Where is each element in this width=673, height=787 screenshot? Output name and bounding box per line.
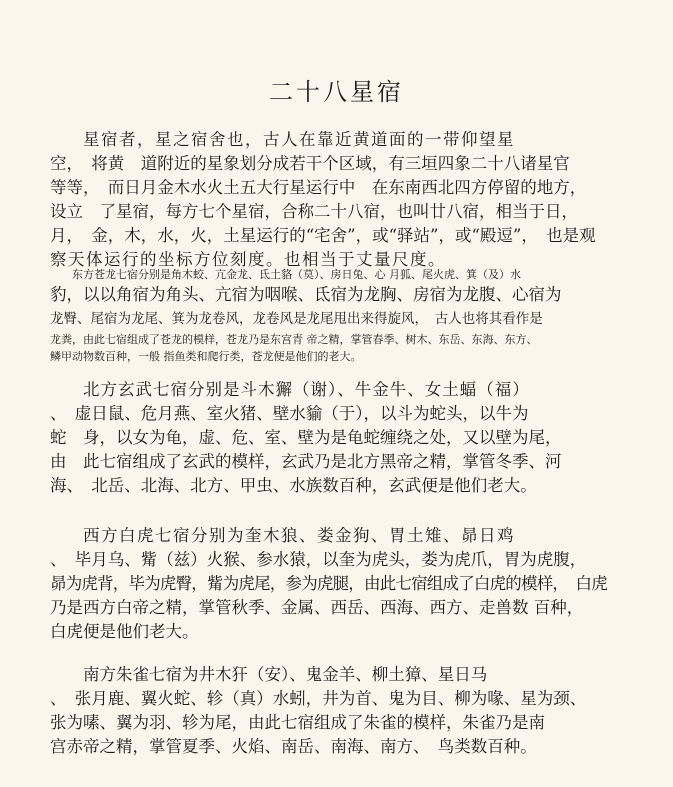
text-line: 白虎便是他们老大。 — [50, 622, 199, 641]
text-line: 乃是西方白帝之精，掌管秋季、金属、西岳、西海、西方、走兽数 百种， — [50, 598, 584, 617]
text-line: 龙臀、尾宿为龙尾、箕为龙卷风，龙卷风是龙尾甩出来得旋风， 古人也将其看作是 — [50, 311, 543, 327]
text-line: 蛇 身，以女为龟，虚、危、室、壁为是龟蛇缠绕之处，又以壁为尾， — [50, 428, 562, 447]
text-line: 海、 北岳、北海、北方、甲虫、水族数百种，玄武便是他们老大。 — [50, 476, 537, 495]
text-line: 东方苍龙七宿分别是角木蛟、亢金龙、氐土貉（莫）、房日兔、心 月狐、尾火虎、箕（及）水 — [72, 268, 521, 281]
text-line: 鳞甲动物数百种，一般 指鱼类和爬行类，苍龙便是他们的老大。 — [50, 350, 362, 363]
text-line: 龙粪，由此七宿组成了苍龙的模样，苍龙乃是东宫青 帝之精，掌管春季、树木、东岳、东海、东方、 — [50, 333, 538, 346]
page-title: 二十八星宿 — [269, 78, 404, 106]
text-line: 、 毕月乌、觜（兹）火猴、参水猿，以奎为虎头，娄为虎爪，胃为虎腹， — [50, 550, 587, 569]
text-line: 西方白虎七宿分别为奎木狼、娄金狗、胃土雉、昴日鸡 — [83, 526, 515, 545]
text-line: 南方朱雀七宿为井木犴（安）、鬼金羊、柳土獐、星日马 — [83, 665, 488, 684]
text-line: 设立 了星宿，每方七个星宿，合称二十八宿，也叫廿八宿，相当于日， — [50, 202, 578, 221]
text-line: 昴为虎背，毕为虎臀，觜为虎尾，参为虎腿，由此七宿组成了白虎的模样， 白虎 — [50, 574, 607, 593]
intro-paragraph — [50, 128, 650, 272]
east-paragraph — [50, 266, 650, 365]
text-line: 、 虚日鼠、危月燕、室火猪、壁水貐（于），以斗为蛇头，以牛为 — [50, 404, 529, 423]
west-paragraph — [50, 524, 650, 644]
text-line: 星宿者，星之宿舍也，古人在靠近黄道面的一带仰望星 — [83, 130, 515, 149]
text-line: 察天体运行的坐标方位刻度。也相当于丈量尺度。 — [50, 250, 446, 269]
text-line: 张为嗉、翼为羽、轸为尾，由此七宿组成了朱雀的模样，朱雀乃是南 — [50, 713, 545, 732]
text-line: 北方玄武七宿分别是斗木獬（谢）、牛金牛、女土蝠（福） — [83, 380, 530, 399]
north-paragraph — [50, 378, 650, 498]
text-line: 、 张月鹿、翼火蛇、轸（真）水蚓，井为首、鬼为目、柳为喙、星为颈、 — [50, 689, 587, 708]
text-line: 月， 金，木，水，火，土星运行的“宅舍”，或“驿站”，或“殿逗”， 也是观 — [50, 226, 596, 245]
text-line: 等等， 而日月金木水火土五大行星运行中 在东南西北四方停留的地方， — [50, 178, 587, 197]
text-line: 豹，以以角宿为角头、亢宿为咽喉、氐宿为龙胸、房宿为龙腹、心宿为 — [50, 285, 562, 304]
text-line: 空， 将黄 道附近的星象划分成若干个区域，有三垣四象二十八诸星官 — [50, 154, 570, 173]
text-line: 由 此七宿组成了玄武的模样，玄武乃是北方黑帝之精，掌管冬季、河 — [50, 452, 562, 471]
south-paragraph — [50, 663, 650, 759]
text-line: 宫赤帝之精，掌管夏季、火焰、南岳、南海、南方、 鸟类数百种。 — [50, 737, 537, 756]
